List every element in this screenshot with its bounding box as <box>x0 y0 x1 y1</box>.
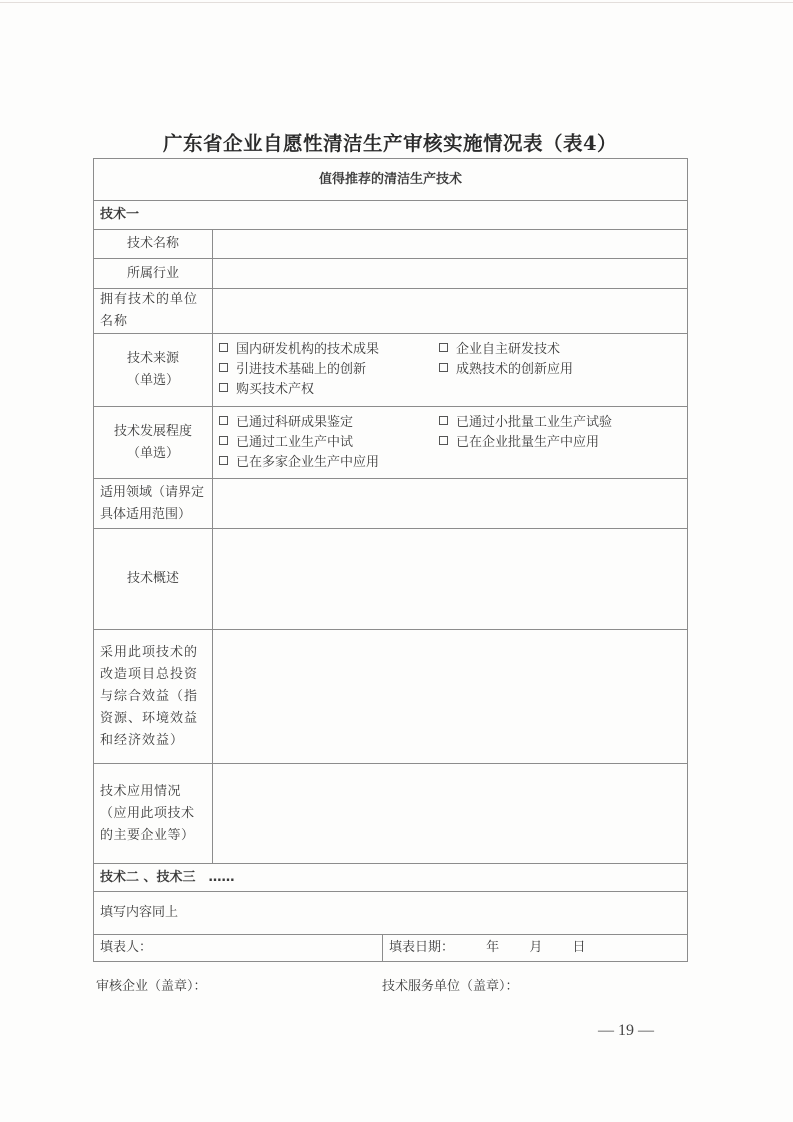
filler-field[interactable] <box>94 935 383 962</box>
checkbox-icon[interactable] <box>219 363 228 372</box>
date-day: 日 <box>572 940 586 955</box>
checkbox-icon[interactable] <box>219 343 228 352</box>
service-unit-stamp: 技术服务单位（盖章）： <box>382 979 519 994</box>
option-dev-multi-enterprise[interactable]: 已在多家企业生产中应用 <box>219 453 439 473</box>
checkbox-icon[interactable] <box>439 343 448 352</box>
option-dev-small-batch[interactable]: 已通过小批量工业生产试验 <box>439 413 679 433</box>
option-source-imported-innovation[interactable]: 引进技术基础上的创新 <box>219 360 439 380</box>
checkbox-icon[interactable] <box>439 363 448 372</box>
label-owner: 拥有技术的单位名称 <box>94 289 213 334</box>
section-technology-2-3: 技术二 、技术三 …… <box>94 864 688 892</box>
source-options <box>213 334 688 407</box>
label-tech-name: 技术名称 <box>94 230 213 259</box>
form-table <box>93 158 688 962</box>
label-scope: 适用领域（请界定具体适用范围） <box>94 479 213 529</box>
label-dev-note: （单选） <box>126 445 179 461</box>
label-dev-main: 技术发展程度 <box>113 423 192 439</box>
option-source-purchased[interactable]: 购买技术产权 <box>219 380 439 400</box>
section-technology-1: 技术一 <box>94 201 688 230</box>
table-header: 值得推荐的清洁生产技术 <box>94 159 688 201</box>
option-dev-appraised[interactable]: 已通过科研成果鉴定 <box>219 413 439 433</box>
checkbox-icon[interactable] <box>219 436 228 445</box>
overview-field[interactable] <box>213 529 688 630</box>
owner-field[interactable] <box>213 289 688 334</box>
checkbox-icon[interactable] <box>219 416 228 425</box>
industry-field[interactable] <box>213 259 688 289</box>
application-field[interactable] <box>213 764 688 864</box>
date-field[interactable] <box>383 935 688 962</box>
filler-label: 填表人： <box>100 940 153 955</box>
page-number: — 19 — <box>598 1022 654 1039</box>
option-source-domestic-rnd[interactable]: 国内研发机构的技术成果 <box>219 340 439 360</box>
option-dev-pilot[interactable]: 已通过工业生产中试 <box>219 433 439 453</box>
label-application: 技术应用情况（应用此项技术的主要企业等） <box>94 764 213 864</box>
checkbox-icon[interactable] <box>219 456 228 465</box>
scan-edge-line <box>0 2 793 3</box>
option-source-self-developed[interactable]: 企业自主研发技术 <box>439 340 679 360</box>
date-month: 月 <box>529 940 543 955</box>
option-dev-mass-production[interactable]: 已在企业批量生产中应用 <box>439 433 679 453</box>
checkbox-icon[interactable] <box>439 416 448 425</box>
label-overview: 技术概述 <box>94 529 213 630</box>
page-title: 广东省企业自愿性清洁生产审核实施情况表（表4） <box>162 132 618 155</box>
audit-company-stamp: 审核企业（盖章）： <box>96 979 207 994</box>
checkbox-icon[interactable] <box>219 383 228 392</box>
dev-options <box>213 407 688 479</box>
same-as-above-note: 填写内容同上 <box>94 892 688 935</box>
label-source <box>94 334 213 407</box>
checkbox-icon[interactable] <box>439 436 448 445</box>
label-dev-stage <box>94 407 213 479</box>
label-investment: 采用此项技术的改造项目总投资与综合效益（指资源、环境效益和经济效益） <box>94 630 213 764</box>
tech-name-field[interactable] <box>213 230 688 259</box>
date-year: 年 <box>486 940 500 955</box>
option-source-mature-innovation[interactable]: 成熟技术的创新应用 <box>439 360 679 380</box>
date-label: 填表日期： <box>389 940 455 955</box>
label-industry: 所属行业 <box>94 259 213 289</box>
scope-field[interactable] <box>213 479 688 529</box>
label-source-main: 技术来源 <box>126 351 179 366</box>
label-source-note: （单选） <box>126 373 179 388</box>
investment-field[interactable] <box>213 630 688 764</box>
